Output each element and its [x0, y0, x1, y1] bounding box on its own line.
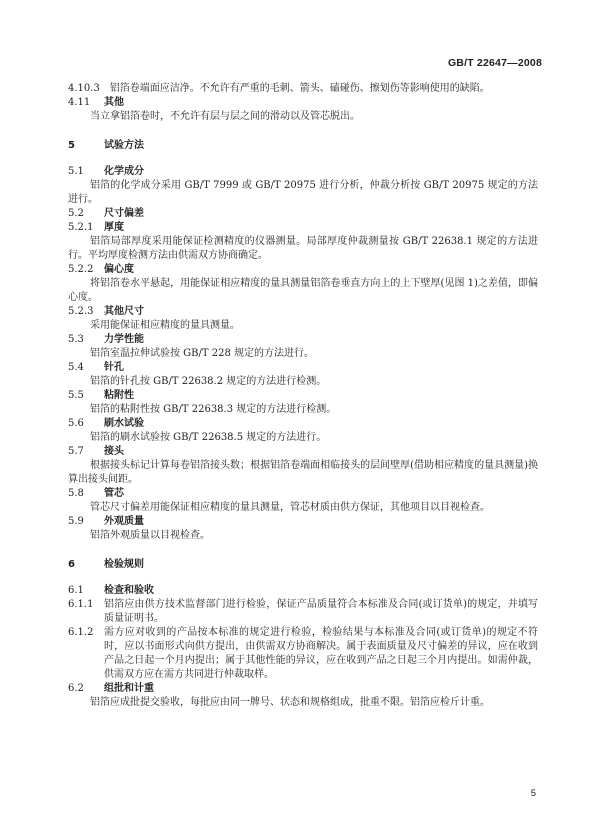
- clause-5-7-heading: [68, 445, 538, 459]
- clause-number: 5.2.2: [68, 264, 94, 275]
- clause-title: 组批和计重: [104, 683, 154, 694]
- clause-title: 粘附性: [104, 390, 134, 401]
- clause-number: 6.1.1: [68, 599, 94, 610]
- section-5-heading: [68, 139, 538, 153]
- clause-5-3-heading: [68, 333, 538, 347]
- clause-5-6-heading: [68, 417, 538, 431]
- section-title: 检验规则: [104, 559, 144, 570]
- clause-5-7-text: 根据接头标记计算每卷铝箔接头数；根据铝箔卷端面相临接头的层间壁厚(借助相应精度的量具测量)换算出接头间距。: [68, 460, 538, 485]
- clause-5-1-text: 铝箔的化学成分采用 GB/T 7999 或 GB/T 20975 进行分析，仲裁分析按 GB/T 20975 规定的方法进行。: [68, 180, 538, 205]
- clause-title: 其他尺寸: [104, 306, 144, 317]
- clause-number: 5.1: [68, 166, 84, 177]
- clause-number: 5.3: [68, 334, 84, 345]
- clause-4-11-heading: [68, 96, 538, 110]
- clause-title: 刷水试验: [104, 418, 144, 429]
- clause-5-8-heading: [68, 487, 538, 501]
- clause-text: 需方应对收到的产品按本标准的规定进行检验，检验结果与本标准及合同(或订货单)的规定不符时，应以书面形式向供方提出，由供需双方协商解决。属于表面质量及尺寸偏差的异议，应在收到产品之日起一个月内提出；属于其他性能的异议，应在收到产品之日起三个月内提出。如需仲裁，供需双方应在需方共同进行仲裁取样。: [104, 627, 538, 680]
- clause-number: 5.2.1: [68, 222, 94, 233]
- clause-5-2-heading: [68, 207, 538, 221]
- clause-number: 6.2: [68, 683, 84, 694]
- clause-5-3-text: 铝箔室温拉伸试验按 GB/T 228 规定的方法进行。: [90, 348, 314, 359]
- clause-6-1-1: [68, 598, 538, 626]
- clause-number: 5.2: [68, 208, 84, 219]
- clause-number: 5.9: [68, 516, 84, 527]
- clause-5-2-1-heading: [68, 221, 538, 235]
- clause-5-6-text: 铝箔的刷水试验按 GB/T 22638.5 规定的方法进行。: [90, 432, 327, 443]
- clause-title: 检查和验收: [104, 585, 154, 596]
- clause-title: 偏心度: [104, 264, 134, 275]
- clause-number: 5.8: [68, 488, 84, 499]
- section-title: 试验方法: [104, 140, 144, 151]
- clause-number: 5.7: [68, 446, 84, 457]
- clause-6-1-heading: [68, 584, 538, 598]
- clause-number: 5.2.3: [68, 306, 94, 317]
- clause-title: 尺寸偏差: [104, 208, 144, 219]
- clause-number: 6.1: [68, 585, 84, 596]
- clause-6-2-heading: [68, 682, 538, 696]
- document-body: [68, 82, 538, 710]
- clause-5-8-text: 管芯尺寸偏差用能保证相应精度的量具测量，管芯材质由供方保证，其他项目以目视检查。: [90, 502, 490, 513]
- clause-number: 5.6: [68, 418, 84, 429]
- clause-title: 外观质量: [104, 516, 144, 527]
- clause-5-9-text: 铝箔外观质量以目视检查。: [90, 530, 210, 541]
- clause-6-1-2: [68, 626, 538, 682]
- clause-title: 其他: [104, 97, 124, 108]
- clause-text: 铝箔卷端面应洁净。不允许有严重的毛刺、箭头、磕碰伤、擦划伤等影响使用的缺陷。: [109, 83, 490, 94]
- clause-title: 针孔: [104, 362, 124, 373]
- clause-number: 5.5: [68, 390, 84, 401]
- clause-5-5-heading: [68, 389, 538, 403]
- page-number: 5: [530, 788, 536, 799]
- standard-code: GB/T 22647—2008: [447, 57, 542, 69]
- clause-number: 5.4: [68, 362, 84, 373]
- clause-5-2-3-heading: [68, 305, 538, 319]
- clause-5-4-heading: [68, 361, 538, 375]
- clause-title: 管芯: [104, 488, 124, 499]
- clause-number: 4.10.3: [68, 83, 100, 94]
- clause-number: 4.11: [68, 97, 91, 108]
- clause-title: 接头: [104, 446, 124, 457]
- clause-text: 铝箔应由供方技术监督部门进行检验，保证产品质量符合本标准及合同(或订货单)的规定，并填写质量证明书。: [104, 599, 538, 624]
- clause-title: 力学性能: [104, 334, 144, 345]
- section-6-heading: [68, 558, 538, 572]
- clause-5-1-heading: [68, 165, 538, 179]
- clause-5-2-1-text: 铝箔局部厚度采用能保证检测精度的仪器测量。局部厚度仲裁测量按 GB/T 22638.1 规定的方法进行。平均厚度检测方法由供需双方协商确定。: [68, 236, 538, 261]
- clause-5-4-text: 铝箔的针孔按 GB/T 22638.2 规定的方法进行检测。: [90, 376, 327, 387]
- section-number: 6: [68, 559, 75, 570]
- clause-4-10-3: [68, 82, 538, 96]
- clause-5-5-text: 铝箔的粘附性按 GB/T 22638.3 规定的方法进行检测。: [90, 404, 337, 415]
- clause-6-2-text: 铝箔应成批提交验收，每批应由同一牌号、状态和规格组成，批重不限。铝箔应检斤计重。: [90, 697, 490, 708]
- clause-title: 厚度: [104, 222, 124, 233]
- clause-5-2-2-text: 将铝箔卷水平悬起，用能保证相应精度的量具测量铝箔卷垂直方向上的上下壁厚(见图 1)之差值，即偏心度。: [68, 278, 538, 303]
- clause-5-2-3-text: 采用能保证相应精度的量具测量。: [90, 320, 240, 331]
- clause-5-2-2-heading: [68, 263, 538, 277]
- clause-title: 化学成分: [104, 166, 144, 177]
- section-number: 5: [68, 140, 75, 151]
- clause-4-11-text: 当立拿铝箔卷时，不允许有层与层之间的滑动以及管芯脱出。: [90, 111, 360, 122]
- clause-5-9-heading: [68, 515, 538, 529]
- clause-number: 6.1.2: [68, 627, 94, 638]
